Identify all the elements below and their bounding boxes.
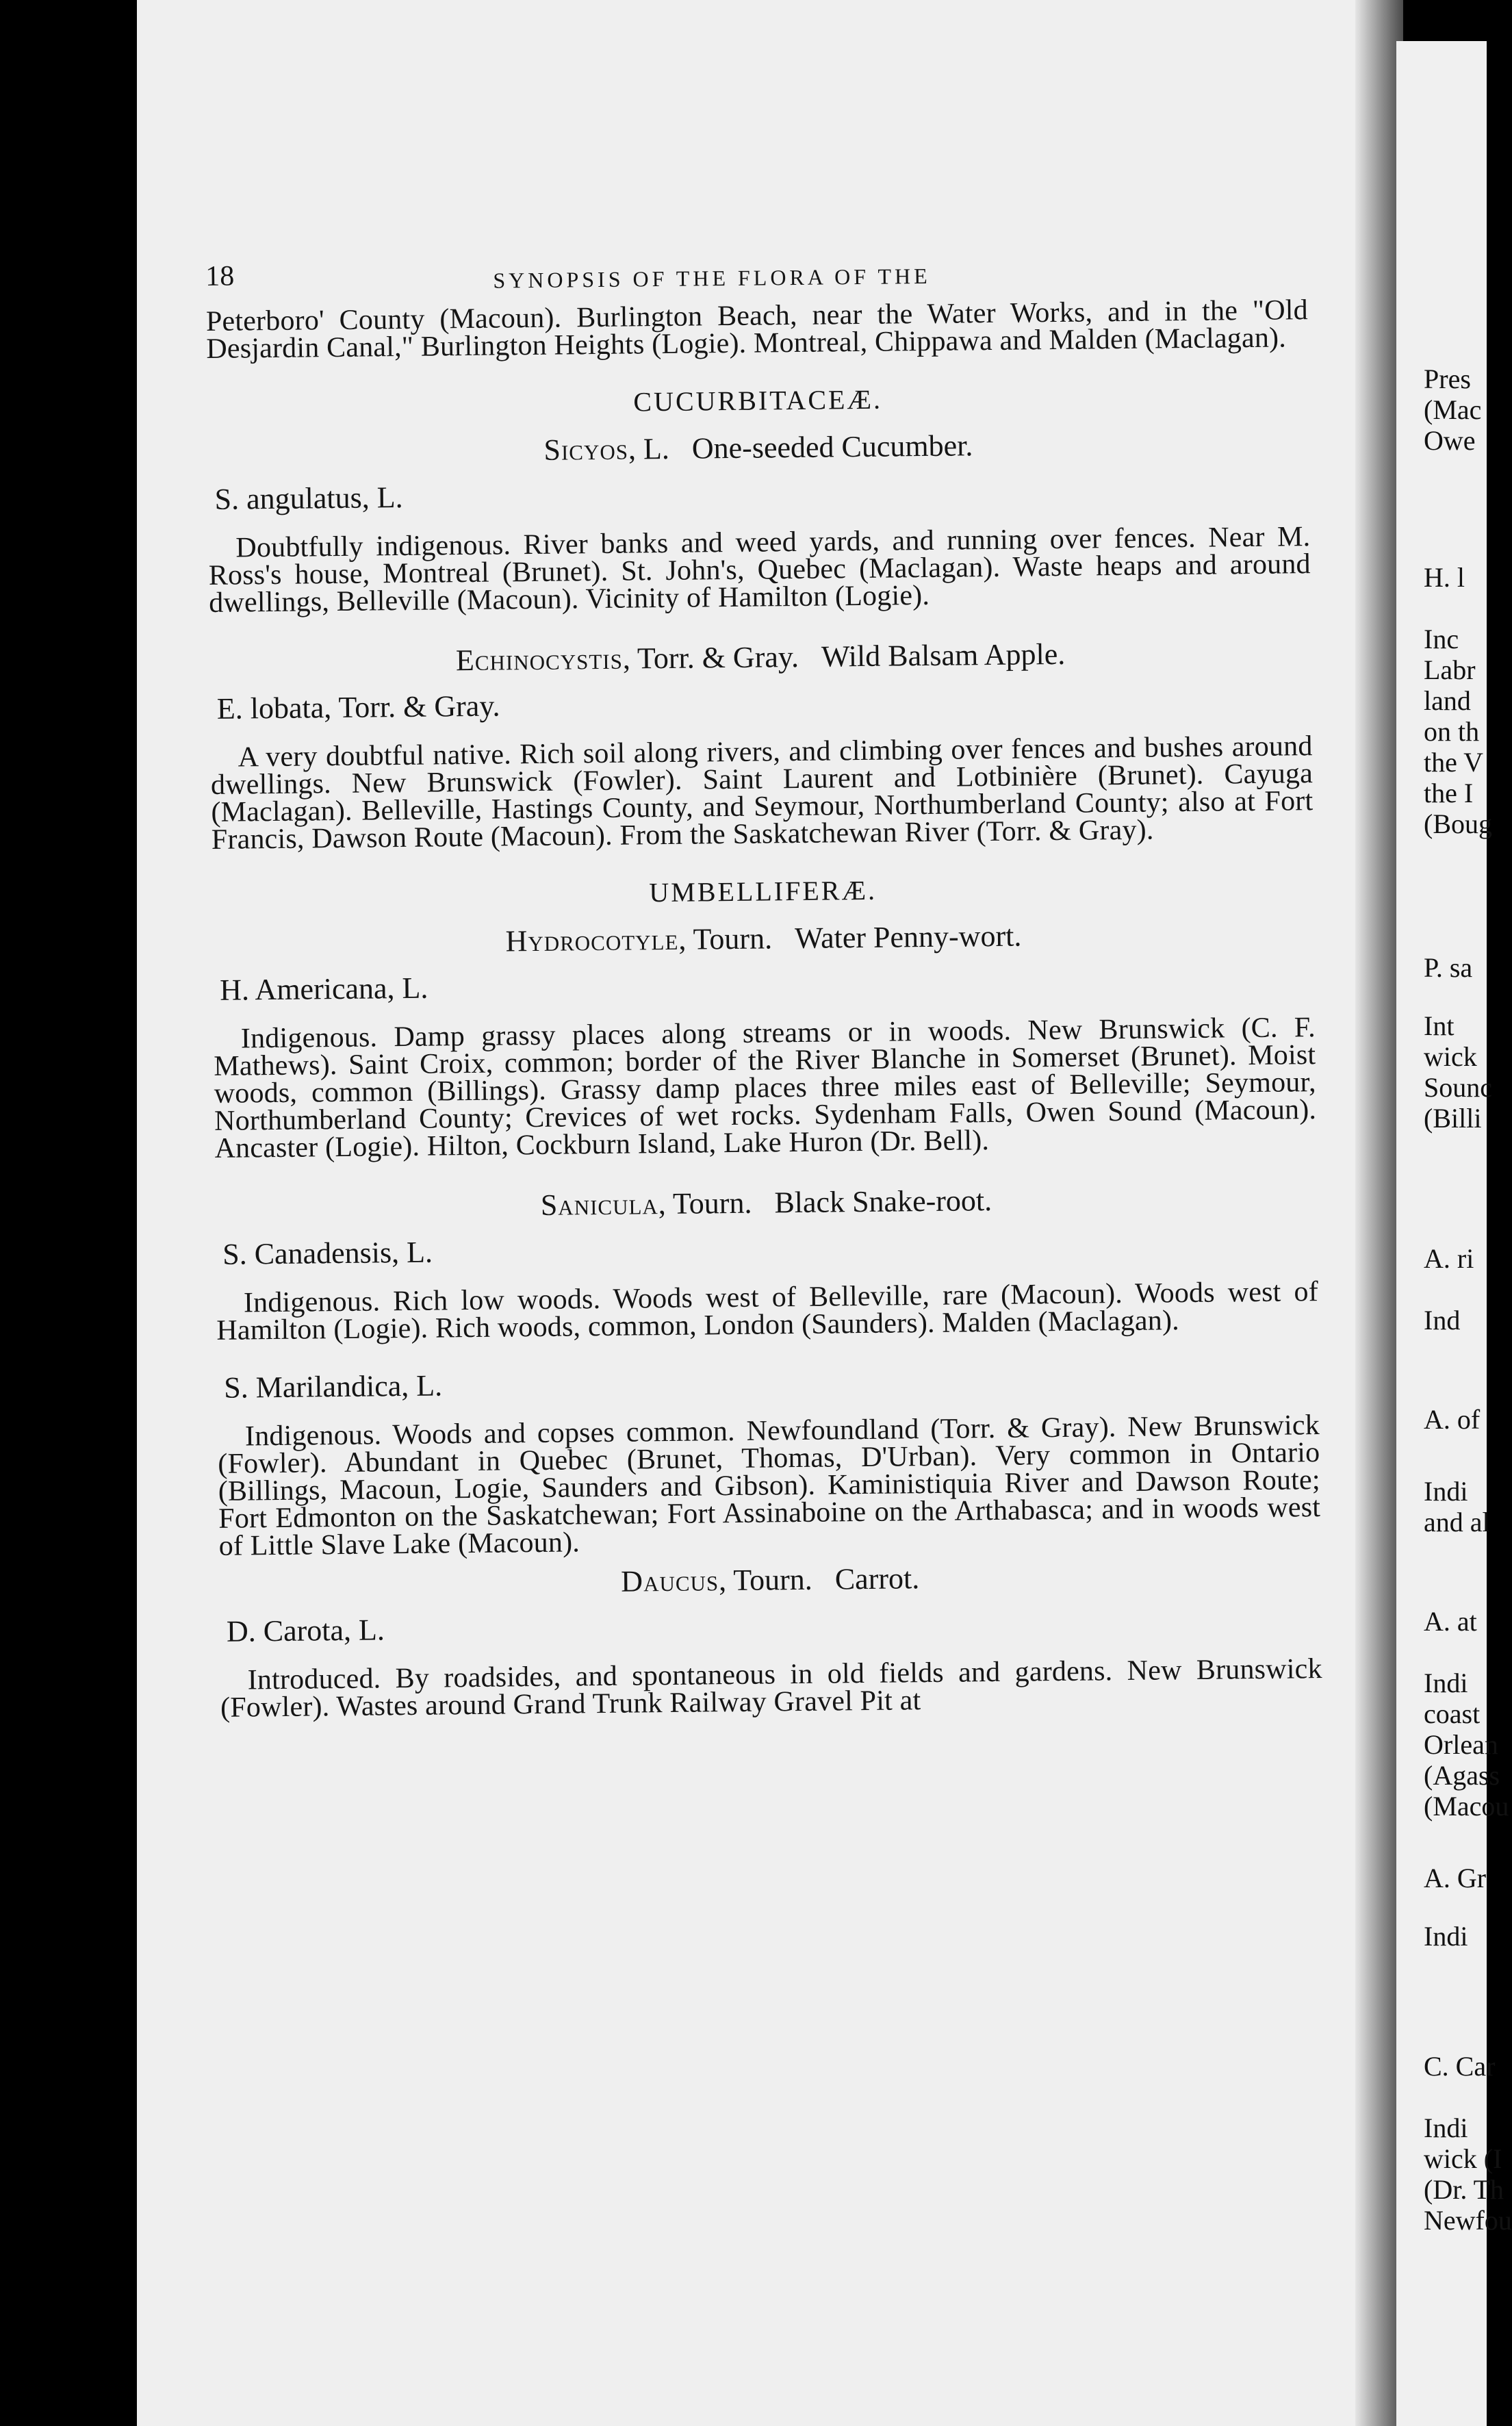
adjacent-fragment: Indi [1424,1921,1468,1952]
family-heading-cucurbitaceae: CUCURBITACEÆ. [633,383,883,418]
family-heading-umbelliferae: UMBELLIFERÆ. [649,874,877,908]
adjacent-fragment: Ind [1424,1305,1461,1336]
page-number: 18 [205,260,235,292]
intro-paragraph: Peterboro' County (Macoun). Burlington Beach, near the Water Works, and in the "Old Desjardin Canal," Burlington Heights (Logie). Montreal, Chippawa and Malden (Maclagan). [205,294,1309,365]
species-sanicula-canadensis: S. Canadensis, L. [222,1235,433,1271]
species-sanicula-marilandica: S. Marilandica, L. [223,1368,443,1405]
book-page [137,0,1369,2426]
genus-common-name: Water Penny-wort. [794,919,1022,956]
genus-authority: , Tourn. [658,1186,752,1221]
adjacent-fragment: on th [1424,716,1480,747]
species-hydrocotyle-americana: H. Americana, L. [219,971,428,1007]
adjacent-fragment: coast [1424,1698,1481,1729]
adjacent-page-edge [1396,41,1512,2426]
genus-authority: , Torr. & Gray. [622,639,799,676]
adjacent-fragment: (Billi [1424,1103,1482,1134]
genus-name: Echinocystis [455,641,624,678]
genus-heading-echinocystis [209,634,1311,680]
adjacent-fragment: (Macou [1424,1791,1509,1822]
genus-authority: , L. [628,431,670,466]
adjacent-fragment: A. Gr [1424,1863,1487,1893]
running-title: SYNOPSIS OF THE FLORA OF THE [493,263,931,293]
species-description: Introduced. By roadsides, and spontaneous in old fields and gardens. New Brunswick (Fowler). Wastes around Grand Trunk Railway Gravel Pit at [220,1653,1322,1724]
adjacent-fragment: H. l [1424,562,1465,593]
species-echinocystis-lobata: E. lobata, Torr. & Gray. [216,689,500,726]
adjacent-fragment: Int [1424,1010,1455,1041]
adjacent-fragment: and al [1424,1507,1490,1537]
genus-name: Sanicula [540,1187,659,1222]
genus-common-name: Wild Balsam Apple. [821,637,1066,674]
genus-name: Daucus [621,1563,719,1598]
species-description: Indigenous. Damp grassy places along streams or in woods. New Brunswick (C. F. Mathews). Saint Croix, common; border of the River Blanche in Somerset (Brunet). Moist woods, common (Billings). Grassy damp places three miles east of Belleville; Seymour, Northumberland County; Crevices of wet rocks. Sydenham Falls, Owen Sound (Macoun). Ancaster (Logie). Hilton, Cockburn Island, Lake Huron (Dr. Bell). [214,1012,1317,1164]
adjacent-fragment: wick (I [1424,2143,1502,2174]
adjacent-fragment: the V [1424,747,1484,778]
adjacent-fragment: Indi [1424,1476,1468,1507]
genus-authority: , Tourn. [678,921,773,956]
species-description: Indigenous. Rich low woods. Woods west of Belleville, rare (Macoun). Woods west of Hamilton (Logie). Rich woods, common, London (Saunders). Malden (Maclagan). [216,1276,1319,1346]
adjacent-fragment: Owe [1424,425,1476,456]
species-description: Doubtfully indigenous. River banks and weed yards, and running over fences. Near M. Ross's house, Montreal (Brunet). St. John's, Quebec (Maclagan). Waste heaps and around dwellings, Belleville (Macoun). Vicinity of Hamilton (Logie). [208,521,1311,619]
genus-heading-hydrocotyle [212,915,1314,962]
genus-common-name: Carrot. [834,1561,920,1596]
species-daucus-carota: D. Carota, L. [226,1613,385,1648]
genus-heading-sanicula [215,1179,1317,1226]
adjacent-fragment: C. Car [1424,2051,1496,2082]
adjacent-fragment: (Boug [1424,808,1492,839]
species-sicyos-angulatus: S. angulatus, L. [214,480,403,516]
genus-common-name: One-seeded Cucumber. [691,429,973,465]
adjacent-fragment: land [1424,685,1471,716]
adjacent-fragment: Labr [1424,654,1476,685]
adjacent-fragment: the I [1424,778,1474,808]
adjacent-fragment: Indi [1424,2112,1468,2143]
genus-heading-sicyos [207,424,1309,471]
genus-name: Sicyos [543,432,629,467]
genus-heading-daucus [219,1557,1321,1603]
adjacent-fragment: A. of [1424,1404,1481,1435]
adjacent-fragment: Sounc [1424,1072,1492,1103]
page-content [205,248,1322,1722]
genus-common-name: Black Snake-root. [774,1184,992,1220]
adjacent-fragment: P. sa [1424,952,1473,983]
genus-authority: , Tourn. [718,1562,813,1598]
adjacent-fragment: Pres [1424,363,1471,394]
adjacent-fragment: A. ri [1424,1243,1474,1274]
species-description: Indigenous. Woods and copses common. Newfoundland (Torr. & Gray). New Brunswick (Fowler). Abundant in Quebec (Brunet, Thomas, D'Urban). Very common in Ontario (Billings, Macoun, Logie, Saunders and Gibson). Kaministiquia River and Dawson Route; Fort Edmonton on the Saskatchewan; Fort Assinaboine on the Arthabasca; and in woods west of Little Slave Lake (Macoun). [218,1409,1321,1562]
species-description: A very doubtful native. Rich soil along rivers, and climbing over fences and bushes around dwellings. New Brunswick (Fowler). Saint Laurent and Lotbinière (Brunet). Cayuga (Maclagan). Belleville, Hastings County, and Seymour, Northumberland County; also at Fort Francis, Dawson Route (Macoun). From the Saskatchewan River (Torr. & Gray). [210,730,1314,856]
adjacent-fragment: Indi [1424,1668,1468,1698]
adjacent-fragment: Orlean [1424,1729,1498,1760]
adjacent-fragment: Inc [1424,624,1459,654]
adjacent-fragment: Newfou [1424,2205,1512,2236]
adjacent-fragment: (Dr. Th [1424,2174,1504,2205]
genus-name: Hydrocotyle [505,922,679,958]
adjacent-fragment: wick [1424,1041,1477,1072]
adjacent-fragment: A. at [1424,1606,1477,1637]
adjacent-fragment: (Agass [1424,1760,1500,1791]
adjacent-fragment: (Mac [1424,394,1482,425]
